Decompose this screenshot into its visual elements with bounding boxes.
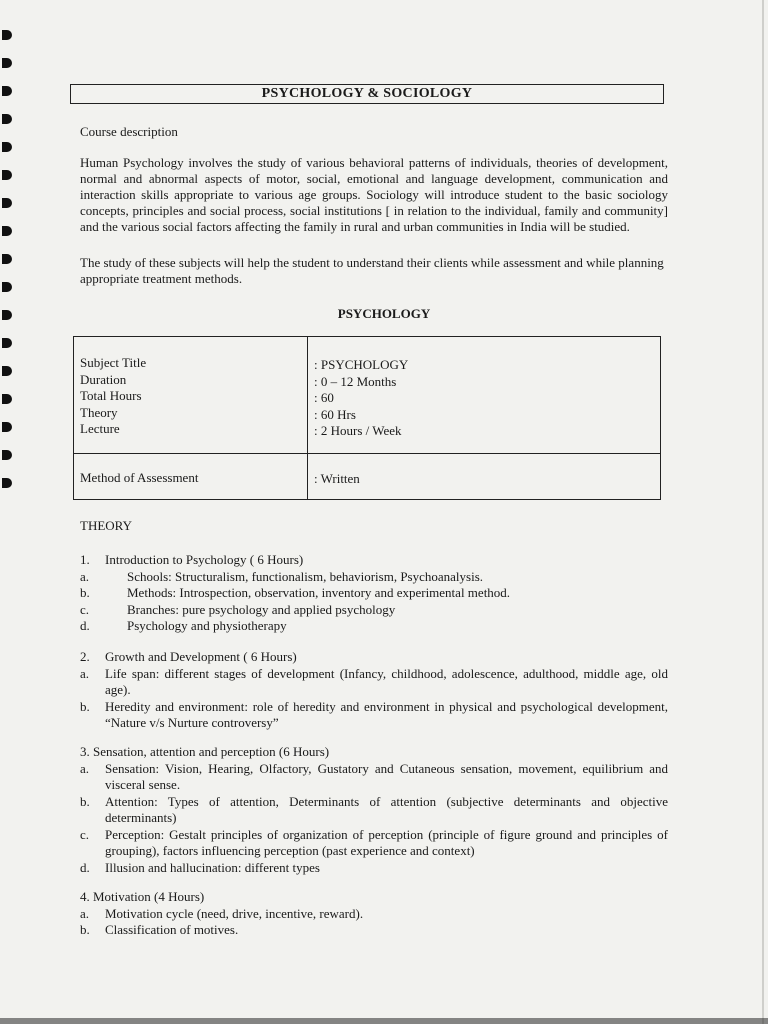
item-text: Sensation: Vision, Hearing, Olfactory, Gustatory and Cutaneous sensation, movement, equilibrium and visceral sense. (105, 760, 668, 792)
topic-title (80, 889, 668, 906)
item-text: Branches: pure psychology and applied psychology (127, 601, 396, 617)
page-title: PSYCHOLOGY & SOCIOLOGY (261, 86, 473, 101)
subject-info-table (73, 336, 661, 500)
item-text: Illusion and hallucination: different types (105, 859, 320, 875)
item-marker: b. (80, 922, 90, 937)
topic-title-label: Motivation (4 Hours) (93, 889, 205, 904)
value-theory: : 60 Hrs (314, 406, 356, 422)
item-marker: d. (80, 618, 90, 633)
label-theory: Theory (80, 404, 118, 420)
item-text: Motivation cycle (need, drive, incentive, reward). (105, 905, 364, 921)
item-marker: a. (80, 665, 90, 681)
item-text: Heredity and environment: role of heredity and environment in physical and psychological development, “Nature v/s Nurture controversy” (105, 698, 668, 730)
list-item (80, 666, 668, 699)
item-marker: c. (80, 601, 90, 617)
topic-4 (80, 889, 668, 939)
list-item (80, 618, 668, 635)
section-heading: PSYCHOLOGY (337, 306, 431, 321)
page-bottom-shadow (0, 1018, 768, 1024)
item-text: Classification of motives. (105, 922, 239, 937)
item-text: Attention: Types of attention, Determinants of attention (subjective determinants and objective determinants) (105, 793, 668, 825)
list-item (80, 860, 668, 877)
value-lecture: : 2 Hours / Week (314, 423, 402, 438)
value-method-of-assessment: : Written (314, 471, 360, 486)
item-marker: b. (80, 585, 90, 600)
topic-title (80, 744, 668, 761)
item-marker: a. (80, 568, 90, 584)
page-edge (762, 0, 764, 1024)
table-divider-vertical (307, 337, 308, 499)
list-item (80, 827, 668, 860)
item-marker: c. (80, 826, 90, 842)
value-duration: : 0 – 12 Months (314, 373, 397, 389)
list-item (80, 585, 668, 602)
topic-title-text (80, 744, 668, 761)
topic-marker: 1. (80, 552, 90, 567)
topic-title-text: Growth and Development ( 6 Hours) (105, 649, 297, 664)
label-subject-title: Subject Title (80, 355, 147, 370)
label-method-of-assessment: Method of Assessment (80, 470, 199, 485)
item-marker: a. (80, 905, 90, 921)
topic-3 (80, 744, 668, 876)
label-total-hours: Total Hours (80, 388, 142, 403)
topic-title (80, 552, 668, 569)
topic-2 (80, 649, 668, 732)
item-text: Methods: Introspection, observation, inventory and experimental method. (127, 585, 511, 600)
item-marker: a. (80, 760, 90, 776)
list-item (80, 699, 668, 732)
list-item (80, 794, 668, 827)
theory-heading: THEORY (80, 518, 132, 533)
label-lecture: Lecture (80, 421, 120, 436)
list-item (80, 906, 668, 923)
description-paragraph-2: The study of these subjects will help the student to understand their clients while assessment and while planning appropriate treatment methods. (80, 255, 664, 286)
description-paragraph-1: Human Psychology involves the study of various behavioral patterns of individuals, theories of development, normal and abnormal aspects of motor, social, emotional and language development, communication and interaction skills appropriate to various age groups. Sociology will introduce student to the basic sociology concepts, principles and social process, social institutions [ in relation to the individual, family and community] and the various social factors affecting the family in rural and urban communities in India will be studied. (80, 155, 668, 234)
table-divider-horizontal (74, 453, 660, 454)
item-text: Life span: different stages of development (Infancy, childhood, adolescence, adulthood, middle age, old age). (105, 665, 668, 697)
list-item (80, 922, 668, 939)
list-item (80, 602, 668, 619)
item-marker: b. (80, 698, 90, 714)
topic-title-text (80, 889, 668, 906)
topic-title-label: Sensation, attention and perception (6 Hours) (93, 744, 330, 759)
topic-title (80, 649, 668, 666)
value-subject-title: : PSYCHOLOGY (314, 357, 409, 372)
topic-marker: 4. (80, 889, 90, 904)
title-box (70, 84, 664, 104)
item-text: Perception: Gestalt principles of organization of perception (principle of figure ground and principles of grouping), factors influencing perception (past experience and context) (105, 826, 668, 858)
item-text: Psychology and physiotherapy (127, 618, 287, 633)
topic-1 (80, 552, 668, 635)
list-item (80, 569, 668, 586)
topic-marker: 2. (80, 649, 90, 664)
binding-holes (2, 20, 16, 500)
course-description-label: Course description (80, 124, 178, 139)
item-text: Schools: Structuralism, functionalism, behaviorism, Psychoanalysis. (127, 568, 484, 584)
item-marker: b. (80, 793, 90, 809)
topic-title-text: Introduction to Psychology ( 6 Hours) (105, 552, 304, 567)
list-item (80, 761, 668, 794)
value-total-hours: : 60 (314, 390, 334, 405)
topic-marker: 3. (80, 744, 90, 759)
item-marker: d. (80, 859, 90, 875)
label-duration: Duration (80, 371, 127, 387)
